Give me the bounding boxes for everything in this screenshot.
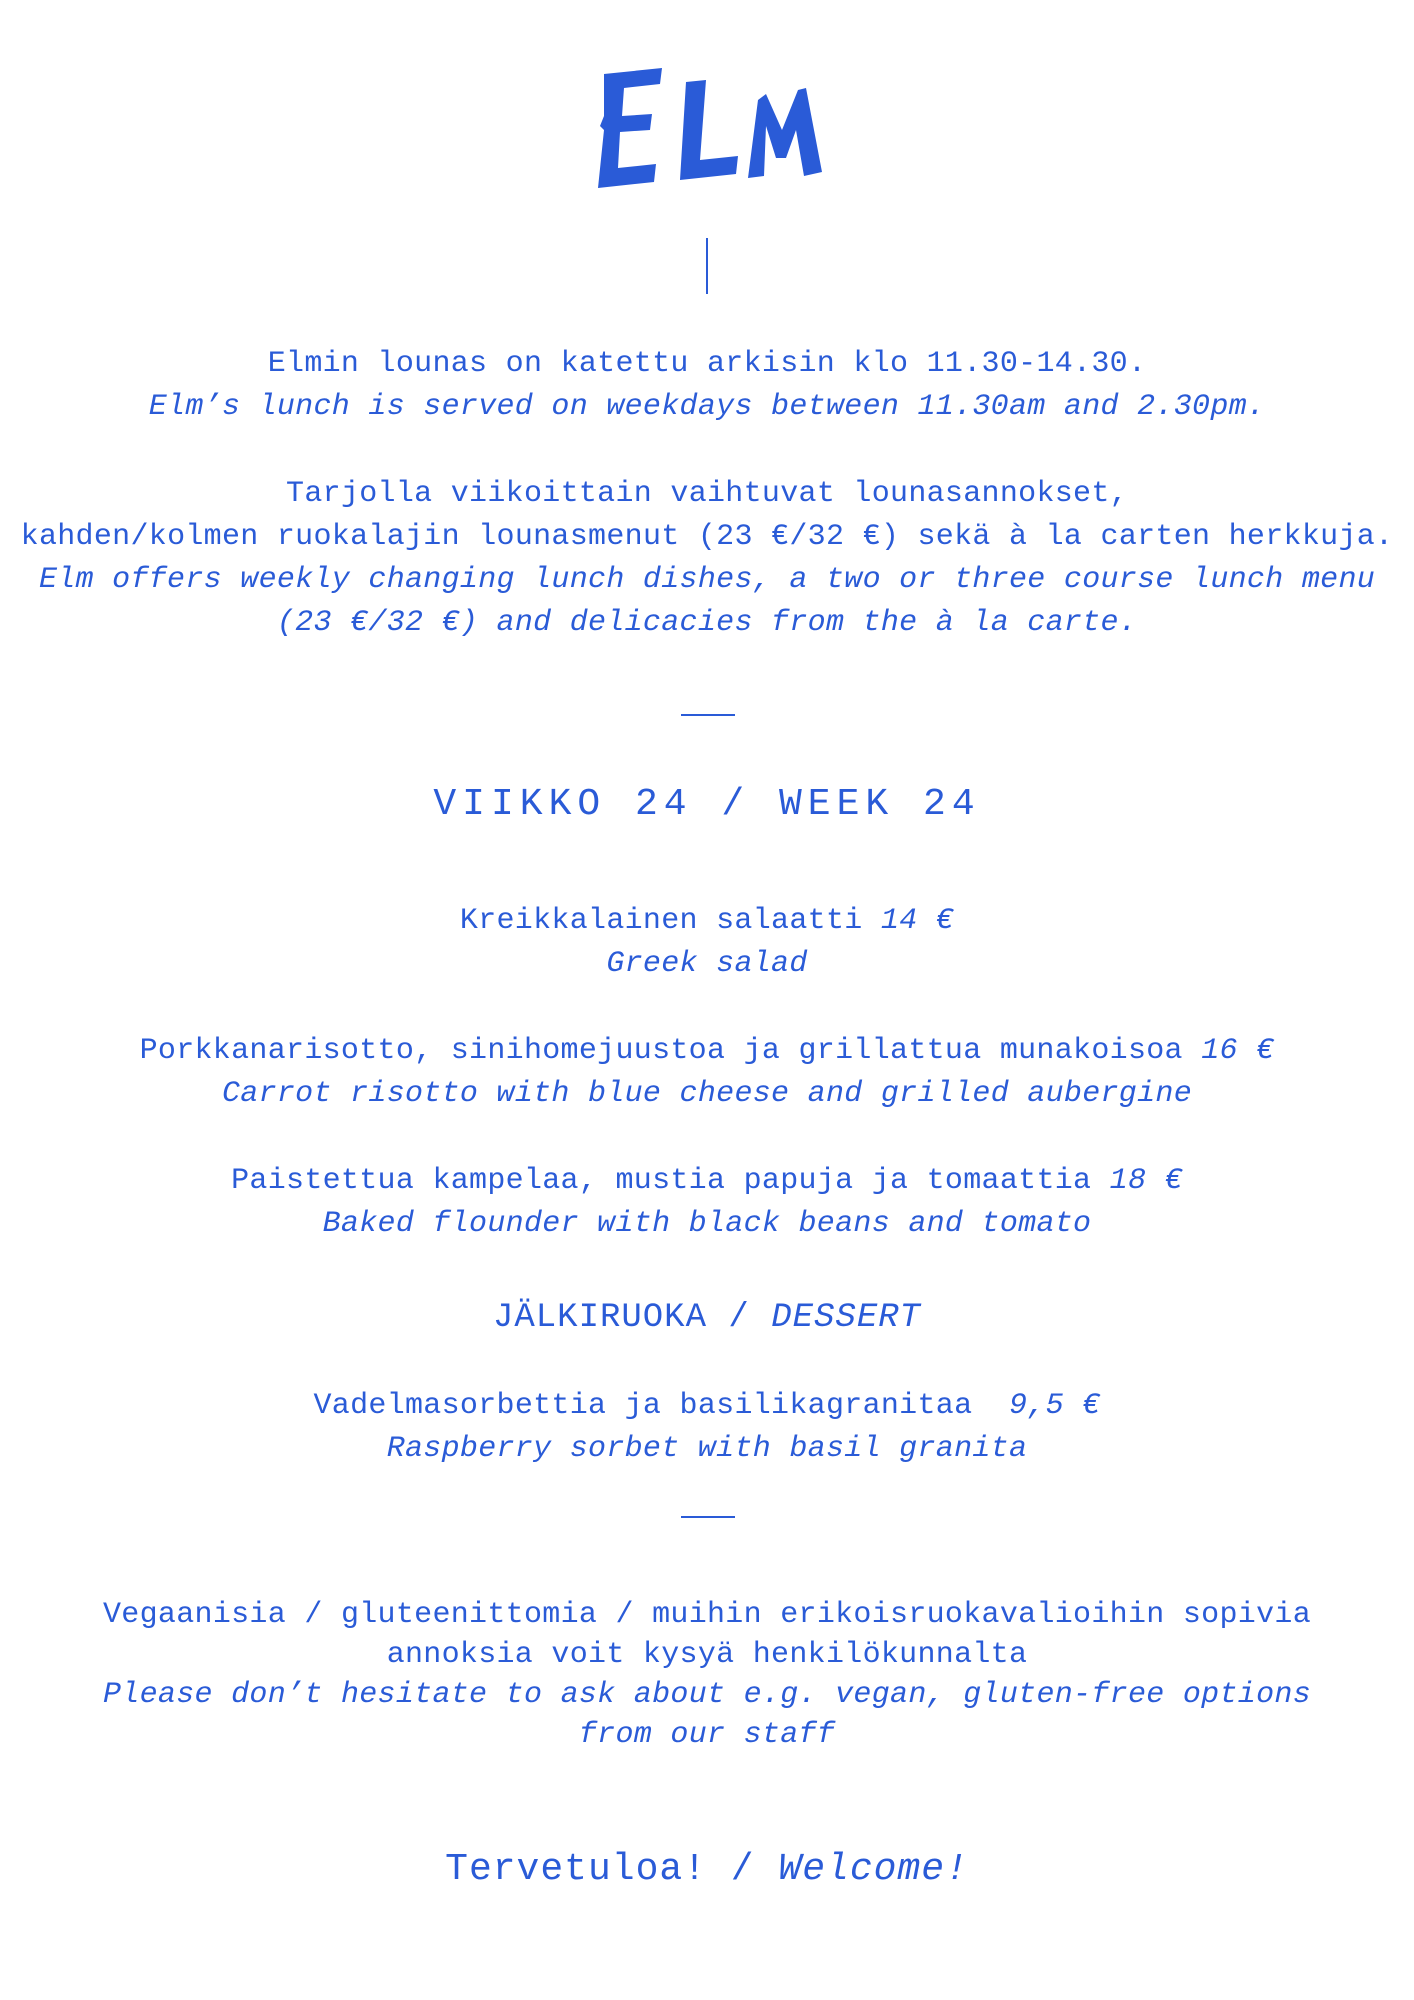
welcome-text bbox=[0, 1845, 1414, 1895]
section-divider bbox=[681, 1516, 735, 1518]
hours-en: Elm’s lunch is served on weekdays between 11.30am and 2.30pm. bbox=[148, 390, 1266, 424]
dish-title bbox=[0, 1160, 1414, 1203]
welcome-sep: / bbox=[706, 1848, 779, 1891]
dessert-heading-sep: / bbox=[707, 1299, 772, 1337]
welcome-en: Welcome! bbox=[778, 1848, 969, 1891]
dessert-heading-fi: JÄLKIRUOKA bbox=[492, 1299, 707, 1337]
week-heading: VIIKKO 24 / WEEK 24 bbox=[433, 783, 981, 826]
section-divider bbox=[681, 714, 735, 716]
dish-title bbox=[0, 900, 1414, 943]
intro-section bbox=[0, 343, 1414, 429]
dish-name-en: Baked flounder with black beans and tomato bbox=[322, 1207, 1092, 1241]
note-fi-line-2: annoksia voit kysyä henkilökunnalta bbox=[386, 1638, 1028, 1672]
dessert-name-fi: Vadelmasorbettia ja basilikagranitaa bbox=[313, 1389, 973, 1423]
dish-item bbox=[0, 1030, 1414, 1116]
offer-fi-line-2: kahden/kolmen ruokalajin lounasmenut (23 €/32 €) sekä à la carten herkkuja. bbox=[20, 520, 1394, 554]
dish-item bbox=[0, 900, 1414, 986]
dessert-title bbox=[0, 1385, 1414, 1428]
dietary-notes bbox=[0, 1595, 1414, 1755]
dish-price: 18 € bbox=[1109, 1164, 1183, 1198]
dessert-heading bbox=[0, 1295, 1414, 1341]
note-en-line-2: from our staff bbox=[578, 1718, 836, 1752]
welcome-block bbox=[0, 1845, 1414, 1895]
dessert-name-en: Raspberry sorbet with basil granita bbox=[386, 1432, 1028, 1466]
dessert-item bbox=[0, 1385, 1414, 1471]
offer-en-line-2: (23 €/32 €) and delicacies from the à la carte. bbox=[276, 606, 1138, 640]
dish-price: 16 € bbox=[1201, 1034, 1275, 1068]
elm-logo bbox=[590, 60, 830, 200]
offer-en-line-1: Elm offers weekly changing lunch dishes, a two or three course lunch menu bbox=[38, 563, 1376, 597]
dish-title bbox=[0, 1030, 1414, 1073]
dessert-heading-en: DESSERT bbox=[771, 1299, 922, 1337]
dish-name-fi: Porkkanarisotto, sinihomejuustoa ja grillattua munakoisoa bbox=[139, 1034, 1183, 1068]
note-fi-line-1: Vegaanisia / gluteenittomia / muihin erikoisruokavalioihin sopivia bbox=[103, 1598, 1311, 1632]
note-en-line-1: Please don’t hesitate to ask about e.g. vegan, gluten-free options bbox=[103, 1678, 1311, 1712]
vertical-divider bbox=[706, 238, 708, 294]
offer-fi-line-1: Tarjolla viikoittain vaihtuvat lounasannokset, bbox=[286, 477, 1128, 511]
dish-name-en: Greek salad bbox=[606, 947, 808, 981]
dish-name-en: Carrot risotto with blue cheese and grilled aubergine bbox=[221, 1077, 1193, 1111]
dish-price: 14 € bbox=[880, 904, 955, 938]
offer-section bbox=[0, 473, 1414, 645]
dessert-heading-block bbox=[0, 1295, 1414, 1341]
hours-fi: Elmin lounas on katettu arkisin klo 11.30-14.30. bbox=[267, 347, 1147, 381]
dish-name-fi: Kreikkalainen salaatti bbox=[459, 904, 863, 938]
dessert-price: 9,5 € bbox=[1009, 1389, 1101, 1423]
dish-item bbox=[0, 1160, 1414, 1246]
dish-name-fi: Paistettua kampelaa, mustia papuja ja tomaattia bbox=[231, 1164, 1092, 1198]
week-heading-block bbox=[0, 780, 1414, 830]
welcome-fi: Tervetuloa! bbox=[445, 1848, 707, 1891]
